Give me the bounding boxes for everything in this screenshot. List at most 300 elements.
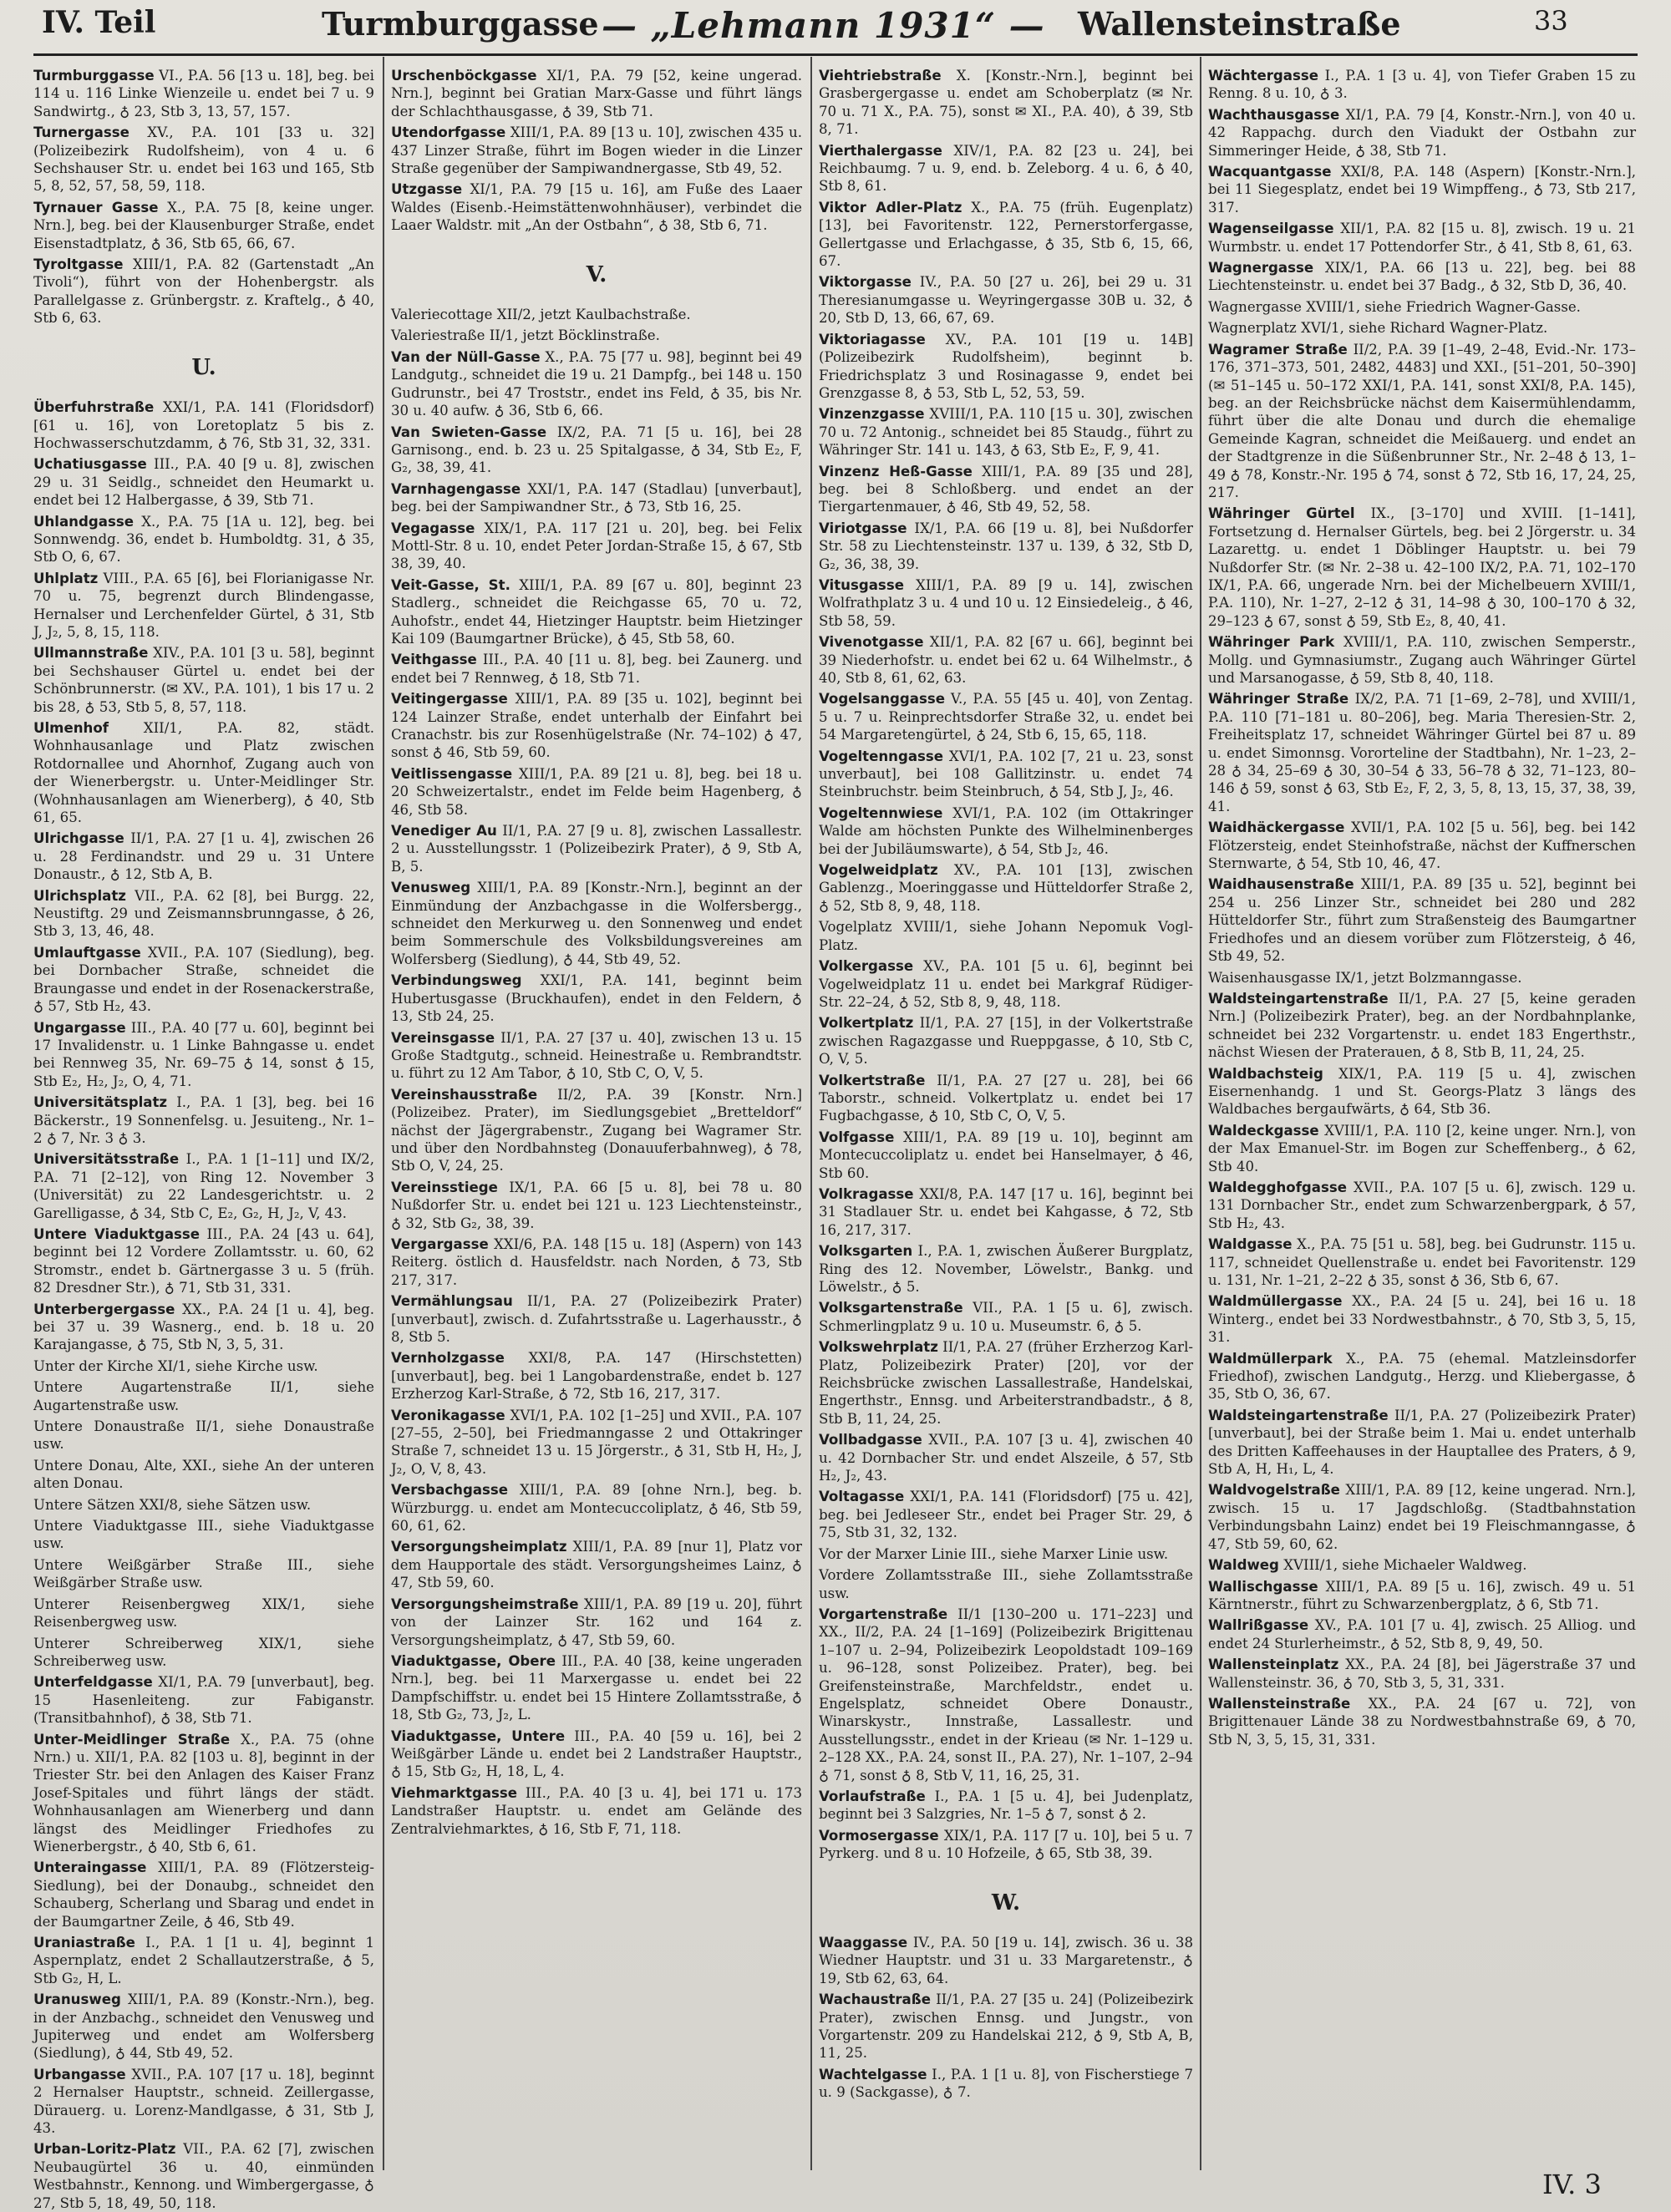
- cross-reference-entry: Valeriestraße II/1, jetzt Böcklinstraße.: [391, 327, 660, 344]
- street-details: XIX/1, P.A. 117 [7 u. 10], bei 5 u. 7 Pyrkerg. und 8 u. 10 Hofzeile, ♁ 65, Stb 38, 39.: [819, 1827, 1193, 1862]
- street-entry: [1208, 1235, 1636, 1289]
- street-details: XIII/1, P.A. 89 [19 u. 10], beginnt am Montecuccoliplatz u. endet bei Hanselmayer, ♁ 46, Stb 60.: [819, 1129, 1193, 1181]
- street-entry: [33, 887, 374, 941]
- street-name: Vorgartenstraße: [819, 1606, 948, 1622]
- street-name: Volfgasse: [819, 1129, 895, 1145]
- street-name: Utendorfgasse: [391, 124, 506, 141]
- street-name: Wallrißgasse: [1208, 1617, 1309, 1634]
- street-entry: [391, 1349, 802, 1403]
- street-entry: [819, 957, 1193, 1011]
- street-entry: [391, 690, 802, 762]
- street-entry: [1208, 1578, 1636, 1614]
- street-name: Urschenböckgasse: [391, 68, 537, 84]
- street-entry: [391, 520, 802, 573]
- street-entry: [819, 1299, 1193, 1335]
- cross-reference-entry: Waisenhausgasse IX/1, jetzt Bolzmanngasse.: [1208, 969, 1522, 986]
- street-details: X., P.A. 75 [77 u. 98], beginnt bei 49 Landgutg., schneidet die 19 u. 21 Dampfg., bei 148 u. 150 Gudrunstr., bei 47 Troststr., endet ins Feld, ♁ 35, bis Nr. 30 u. 40 aufw. ♁ 36, Stb 6, 66.: [391, 348, 802, 419]
- street-name: Uchatiusgasse: [33, 456, 147, 473]
- street-details: II/2, P.A. 39 [1–49, 2–48, Evid.-Nr. 173–176, 371–373, 501, 2482, 4483] und XXI., [51–201, 50–390] (✉ 51–145 u. 50–172 XXI/1, P.A. 141, sonst XXI/8, P.A. 145), beg. an der Reichsbrücke nächst dem Kaisermühlendamm, führt über die alte Donau und durch die ehemalige Gemeinde Kagran, schneidet die Meißauerg. und endet an der Stadtgrenze in die Süßenbrunner Str., Nr. 2–48 ♁ 13, 1–49 ♁ 78, Konstr.-Nr. 195 ♁ 74, sonst ♁ 72, Stb 16, 17, 24, 25, 217.: [1208, 341, 1636, 500]
- street-name: Waldmüllerpark: [1208, 1350, 1333, 1367]
- street-details: VIII., P.A. 65 [6], bei Florianigasse Nr. 70 u. 75, begrenzt durch Blindengasse, Hernalser und Lerchenfelder Gürtel, ♁ 31, Stb J, J₂, 5, 8, 15, 118.: [33, 570, 374, 640]
- street-entry: [819, 690, 1193, 743]
- street-entry: [391, 180, 802, 234]
- street-name: Unterfeldgasse: [33, 1674, 153, 1691]
- street-name: Viktor Adler-Platz: [819, 199, 962, 216]
- cross-reference-entry: Untere Augartenstraße II/1, siehe Augartenstraße usw.: [33, 1379, 374, 1413]
- street-name: Ulrichgasse: [33, 830, 124, 847]
- street-details: XX., P.A. 24 [1 u. 4], beg. bei 37 u. 39 Wasnerg., end. b. 18 u. 20 Karajangasse, ♁ 75, Stb N, 3, 5, 31.: [33, 1301, 374, 1353]
- street-entry: [391, 1086, 802, 1175]
- street-entry: [819, 1488, 1193, 1541]
- street-details: XVII., P.A. 107 [17 u. 18], beginnt 2 Hernalser Hauptstr., schneid. Zeillergasse, Dürauerg. u. Lorenz-Mandlgasse, ♁ 31, Stb J, 43.: [33, 2066, 374, 2137]
- street-details: XIII/1, P.A. 89 [35 und 28], beg. bei 8 Schloßberg. und endet an der Tiergartenmauer, ♁ 46, Stb 49, 52, 58.: [819, 463, 1193, 515]
- street-name: Universitätsstraße: [33, 1151, 180, 1168]
- street-details: XII/1, P.A. 82 [15 u. 8], zwisch. 19 u. 21 Wurmbstr. u. endet 17 Pottendorfer Str., ♁ 41, Stb 8, 61, 63.: [1208, 221, 1636, 255]
- street-name: Viktorgasse: [819, 274, 912, 291]
- street-details: II/1, P.A. 27 (früher Erzherzog Karl-Platz, Polizeibezirk Prater) [20], vor der Reichsbrücke zwischen Lassallestraße, Handelskai, Engerthstr., Ennsg. und Arbeiterstrandbadstr., ♁ 8, Stb B, 11, 24, 25.: [819, 1339, 1193, 1427]
- street-details: IX/2, P.A. 71 [1–69, 2–78], und XVIII/1, P.A. 110 [71–181 u. 80–206], beg. Maria Theresien-Str. 2, Freiheitsplatz 17, schneidet Währinger Gürtel bei 87 u. 89 u. endet Simonnsg. Vororteline der Stadtbahn), Nr. 1–23, 2–28 ♁ 34, 25–69 ♁ 30, 30–54 ♁ 33, 56–78 ♁ 32, 71–123, 80–146 ♁ 59, sonst ♁ 63, Stb E₂, F, 2, 3, 5, 8, 13, 15, 37, 38, 39, 41.: [1208, 691, 1636, 814]
- street-entry: [391, 1652, 802, 1724]
- street-name: Van Swieten-Gasse: [391, 424, 547, 440]
- street-details: VII., P.A. 62 [7], zwischen Neubaugürtel 36 u. 40, einmünden Westbahnstr., Kennong. und Wimbergergasse, ♁ 27, Stb 5, 18, 49, 50, 118.: [33, 2141, 374, 2211]
- street-details: XVI/1, P.A. 102 (im Ottakringer Walde am höchsten Punkte des Wilhelminenberges bei der Jubiläumswarte), ♁ 54, Stb J₂, 46.: [819, 804, 1193, 857]
- street-details: XI/1, P.A. 79 [15 u. 16], am Fuße des Laaer Waldes (Eisenb.-Heimstättenwohnhäuser), verbindet die Laaer Waldstr. mit „An der Ostbahn“, ♁ 38, Stb 6, 71.: [391, 181, 802, 234]
- street-name: Wallensteinplatz: [1208, 1656, 1339, 1673]
- street-name: Wächtergasse: [1208, 68, 1319, 84]
- street-name: Wagnergasse: [1208, 260, 1314, 276]
- street-entry: [1208, 67, 1636, 103]
- page-number: 33: [1534, 5, 1568, 37]
- street-name: Wachtelgasse: [819, 2066, 927, 2083]
- street-entry: [33, 1934, 374, 1987]
- street-name: Vernholzgasse: [391, 1350, 505, 1367]
- street-details: X., P.A. 75 (ehemal. Matzleinsdorfer Friedhof), zwischen Landgutg., Herzg. und Kliebergasse, ♁ 35, Stb O, 36, 67.: [1208, 1350, 1636, 1403]
- street-entry: [819, 142, 1193, 195]
- street-name: Tyrnauer Gasse: [33, 199, 159, 216]
- part-label: IV. Teil: [42, 5, 156, 40]
- street-details: XV., P.A. 101 [5 u. 6], beginnt bei Vogelweidplatz 11 u. endet bei Markgraf Rüdiger-Str. 22–24, ♁ 52, Stb 8, 9, 48, 118.: [819, 958, 1193, 1010]
- street-details: XIII/1, P.A. 89 [21 u. 8], beg. bei 18 u. 20 Schweizertalstr., endet im Felde beim Hagenberg, ♁ 46, Stb 58.: [391, 765, 802, 818]
- street-details: VI., P.A. 56 [13 u. 18], beg. bei 114 u. 116 Linke Wienzeile u. endet bei 7 u. 9 Sandwirtg., ♁ 23, Stb 3, 13, 57, 157.: [33, 68, 374, 119]
- cross-reference-entry: Wagnergasse XVIII/1, siehe Friedrich Wagner-Gasse.: [1208, 298, 1581, 315]
- street-name: Veit-Gasse, St.: [391, 576, 510, 593]
- header-rule: [33, 53, 1638, 56]
- street-name: Volkergasse: [819, 958, 914, 975]
- street-name: Ullmannstraße: [33, 645, 149, 662]
- street-entry: [391, 651, 802, 687]
- street-entry: [33, 124, 374, 195]
- cross-reference-entry: Vogelplatz XVIII/1, siehe Johann Nepomuk Vogl-Platz.: [819, 919, 1193, 953]
- street-entry: [1208, 106, 1636, 160]
- publication-title: — „Lehmann 1931“ —: [602, 5, 1045, 46]
- street-name: Viehtriebstraße: [819, 68, 942, 84]
- street-name: Versbachgasse: [391, 1482, 509, 1499]
- street-entry: [33, 398, 374, 452]
- street-name: Volkertstraße: [819, 1072, 926, 1088]
- street-name: Vergargasse: [391, 1235, 489, 1252]
- street-details: XVIII/1, P.A. 110 [2, keine unger. Nrn.], von der Max Emanuel-Str. im Bogen zur Scheffenberg., ♁ 62, Stb 40.: [1208, 1122, 1636, 1174]
- street-name: Wagramer Straße: [1208, 341, 1348, 358]
- column-2: [391, 67, 802, 2164]
- street-details: XX., P.A. 24 [67 u. 72], von Brigittenauer Lände 38 zu Nordwestbahnstraße 69, ♁ 70, Stb N, 3, 5, 15, 31, 331.: [1208, 1695, 1636, 1748]
- street-name: Umlauftgasse: [33, 944, 141, 961]
- column-divider: [1200, 57, 1201, 2170]
- street-details: XIII/1, P.A. 89 (Konstr.-Nrn.), beg. in der Anzbachg., schneidet den Venusweg und Jupiterweg und endet am Wolfersberg (Siedlung), ♁ 44, Stb 49, 52.: [33, 1991, 374, 2062]
- street-details: I., P.A. 1 [1 u. 8], von Fischerstiege 7 u. 9 (Sackgasse), ♁ 7.: [819, 2066, 1193, 2101]
- street-name: Vereinsgasse: [391, 1029, 495, 1046]
- street-entry: [819, 463, 1193, 516]
- street-name: Varnhagengasse: [391, 480, 521, 497]
- street-entry: [1208, 875, 1636, 965]
- street-entry: [819, 576, 1193, 630]
- street-details: XIX/1, P.A. 117 [21 u. 20], beg. bei Felix Mottl-Str. 8 u. 10, endet Peter Jordan-Straße 15, ♁ 67, Stb 38, 39, 40.: [391, 520, 802, 572]
- column-divider: [383, 57, 384, 2170]
- street-entry: [391, 1727, 802, 1781]
- street-entry: [391, 424, 802, 477]
- street-name: Waldgasse: [1208, 1236, 1293, 1253]
- street-details: XVII., P.A. 107 (Siedlung), beg. bei Dornbacher Straße, schneidet die Braungasse und endet in der Rosenackerstraße, ♁ 57, Stb H₂, 43.: [33, 944, 374, 1015]
- street-details: XVII., P.A. 107 [5 u. 6], zwisch. 129 u. 131 Dornbacher Str., endet zum Schwarzenbergpark, ♁ 57, Stb H₂, 43.: [1208, 1179, 1636, 1231]
- street-entry: [391, 972, 802, 1025]
- street-entry: [33, 513, 374, 566]
- street-entry: [1208, 1179, 1636, 1232]
- street-details: XIII/1, P.A. 89 [35 u. 102], beginnt bei 124 Lainzer Straße, endet unterhalb der Einfahrt bei Cranachstr. bis zur Rosenhügelstraße (Nr. 74–102) ♁ 47, sonst ♁ 46, Stb 59, 60.: [391, 691, 802, 761]
- street-details: XIII/1, P.A. 89 (Flötzersteig-Siedlung), bei der Donaubg., schneidet den Schauberg, Scherlang und Sbarag und endet in der Baumgartner Zeile, ♁ 46, Stb 49.: [33, 1859, 374, 1930]
- street-name: Vinzenz Heß-Gasse: [819, 463, 973, 479]
- street-name: Wagenseilgasse: [1208, 221, 1334, 237]
- street-entry: [819, 861, 1193, 915]
- first-street-heading: Turmburggasse: [322, 5, 599, 43]
- street-name: Vermählungsau: [391, 1293, 513, 1310]
- street-name: Viriotgasse: [819, 520, 907, 536]
- street-details: XIII/1, P.A. 82 (Gartenstadt „An Tivoli“), führt von der Hohenbergstr. als Parallelgasse z. Grünbergstr. z. Kraftelg., ♁ 40, Stb 6, 63.: [33, 256, 374, 327]
- street-name: Ungargasse: [33, 1019, 126, 1036]
- street-details: II/1, P.A. 27 [35 u. 24] (Polizeibezirk Prater), zwischen Ennsg. und Jungstr., von Vorgartenstr. 209 zu Handelskai 212, ♁ 9, Stb A, B, 11, 25.: [819, 1991, 1193, 2062]
- street-name: Ulmenhof: [33, 720, 109, 736]
- street-details: IX/2, P.A. 71 [5 u. 16], bei 28 Garnisong., end. b. 23 u. 25 Spitalgasse, ♁ 34, Stb E₂, F, G₂, 38, 39, 41.: [391, 424, 802, 476]
- section-letter: V.: [586, 261, 607, 287]
- street-name: Utzgasse: [391, 181, 463, 198]
- street-entry: [1208, 1350, 1636, 1403]
- street-name: Viaduktgasse, Untere: [391, 1727, 566, 1744]
- street-name: Waaggasse: [819, 1935, 908, 1951]
- street-entry: [33, 1991, 374, 2062]
- street-name: Waldegghofgasse: [1208, 1179, 1348, 1195]
- street-entry: [819, 1827, 1193, 1863]
- street-details: XVI/1, P.A. 102 [1–25] und XVII., P.A. 107 [27–55, 2–50], bei Friedmanngasse 2 und Ottakringer Straße 7, schneidet 13 u. 15 Jörgerstr., ♁ 31, Stb H, H₂, J, J₂, O, V, 8, 43.: [391, 1407, 802, 1477]
- street-details: I., P.A. 1 [1–11] und IX/2, P.A. 71 [2–12], von Ring 12. November 3 (Universität) zu 22 Landesgerichtstr. u. 2 Garelligasse, ♁ 34, Stb C, E₂, G₂, H, J₂, V, 43.: [33, 1151, 374, 1221]
- street-entry: [1208, 1407, 1636, 1479]
- street-name: Vierthalergasse: [819, 142, 942, 159]
- column-4: [1208, 67, 1636, 2164]
- street-entry: [391, 1407, 802, 1479]
- street-details: II/1, P.A. 27 [37 u. 40], zwischen 13 u. 15 Große Stadtgutg., schneid. Heinestraße u. Rembrandtstr. u. führt zu 12 Am Tabor, ♁ 10, Stb C, O, V, 5.: [391, 1029, 802, 1082]
- street-name: Verbindungsweg: [391, 972, 522, 989]
- street-details: II/1, P.A. 27 [9 u. 8], zwischen Lassallestr. 2 u. Ausstellungsstr. 1 (Polizeibezirk Prater), ♁ 9, Stb A, B, 5.: [391, 823, 802, 875]
- street-entry: [1208, 1065, 1636, 1119]
- street-entry: [391, 348, 802, 420]
- street-name: Uhlandgasse: [33, 513, 134, 530]
- street-name: Volkragasse: [819, 1185, 914, 1202]
- street-entry: [819, 273, 1193, 327]
- street-name: Volksgartenstraße: [819, 1300, 963, 1317]
- street-details: X., P.A. 75 [51 u. 58], beg. bei Gudrunstr. 115 u. 117, schneidet Quellenstraße u. endet bei Favoritenstr. 129 u. 131, Nr. 1–21, 2–22 ♁ 35, sonst ♁ 36, Stb 6, 67.: [1208, 1236, 1636, 1288]
- street-details: XV., P.A. 101 [33 u. 32] (Polizeibezirk Rudolfsheim), von 4 u. 6 Sechshauser Str. u. endet bei 163 und 165, Stb 5, 8, 52, 57, 58, 59, 118.: [33, 124, 374, 195]
- street-name: Wallensteinstraße: [1208, 1695, 1351, 1712]
- street-entry: [33, 256, 374, 327]
- street-entry: [819, 2066, 1193, 2102]
- street-details: XV., P.A. 101 [7 u. 4], zwisch. 25 Alliog. und endet 24 Sturlerheimstr., ♁ 52, Stb 8, 9, 49, 50.: [1208, 1617, 1636, 1651]
- street-details: XXI/1, P.A. 147 (Stadlau) [unverbaut], beg. bei der Sampiwandner Str., ♁ 73, Stb 16, 25.: [391, 480, 802, 515]
- cross-reference-entry: Unter der Kirche XI/1, siehe Kirche usw.: [33, 1357, 318, 1374]
- street-entry: [391, 879, 802, 968]
- street-details: III., P.A. 24 [43 u. 64], beginnt bei 12 Vordere Zollamtsstr. u. 60, 62 Stromstr., endet b. Gärtnergasse 3 u. 5 (früh. 82 Dresdner Str.), ♁ 71, Stb 31, 331.: [33, 1225, 374, 1296]
- street-details: X., P.A. 75 [1A u. 12], beg. bei Sonnwendg. 36, endet b. Humboldtg. 31, ♁ 35, Stb O, 6, 67.: [33, 513, 374, 566]
- street-name: Uranusweg: [33, 1991, 121, 2008]
- street-details: XXI/1, P.A. 141 (Floridsdorf) [61 u. 16], von Loretoplatz 5 bis z. Hochwasserschutzdamm, ♁ 76, Stb 31, 32, 331.: [33, 399, 374, 451]
- street-name: Vitusgasse: [819, 576, 904, 593]
- street-details: XI/1, P.A. 79 [52, keine ungerad. Nrn.], beginnt bei Gratian Marx-Gasse und führt längs der Schlachthausgasse, ♁ 39, Stb 71.: [391, 68, 802, 119]
- street-entry: [33, 1731, 374, 1856]
- street-entry: [391, 1029, 802, 1083]
- street-entry: [33, 644, 374, 716]
- street-details: XII/1, P.A. 82, städt. Wohnhausanlage und Platz zwischen Rotdornallee und Ahornhof, Zugang auch von der Wienerbergstr. u. Unter-Meidlinger Str. (Wohnhausanlagen am Wienerberg), ♁ 40, Stb 61, 65.: [33, 720, 374, 826]
- street-details: II/2, P.A. 39 [Konstr. Nrn.] (Polizeibez. Prater), im Siedlungsgebiet „Bretteldorf“ nächst der Jägergrabenstr., Zugang bei Wagramer Str. und über den Nordbahnsteg (Donauuferbahnweg), ♁ 78, Stb O, V, 24, 25.: [391, 1086, 802, 1174]
- street-details: X. [Konstr.-Nrn.], beginnt bei Grasbergergasse u. endet am Schoberplatz (✉ Nr. 70 u. 71 X., P.A. 75), sonst ✉ XI., P.A. 40), ♁ 39, Stb 8, 71.: [819, 68, 1193, 138]
- street-entry: [1208, 220, 1636, 256]
- street-entry: [819, 633, 1193, 687]
- street-entry: [819, 1606, 1193, 1784]
- street-name: Vogeltennwiese: [819, 804, 943, 821]
- street-entry: [819, 1014, 1193, 1068]
- street-entry: [819, 1788, 1193, 1824]
- street-name: Ulrichsplatz: [33, 887, 126, 904]
- street-entry: [391, 1538, 802, 1591]
- street-details: IV., P.A. 50 [19 u. 14], zwisch. 36 u. 38 Wiedner Hauptstr. und 31 u. 33 Margaretenstr., ♁ 19, Stb 62, 63, 64.: [819, 1935, 1193, 1986]
- street-details: XIII/1, P.A. 89 [12, keine ungerad. Nrn.], zwisch. 15 u. 17 Jagdschloßg. (Stadtbahnstation Verbindungsbahn Lainz) endet bei 19 Fleischmanngasse, ♁ 47, Stb 59, 60, 62.: [1208, 1482, 1636, 1552]
- street-entry: [33, 1301, 374, 1354]
- street-name: Venusweg: [391, 880, 471, 896]
- street-details: X., P.A. 75 [8, keine unger. Nrn.], beg. bei der Klausenburger Straße, endet Eisenstadtplatz, ♁ 36, Stb 65, 66, 67.: [33, 199, 375, 251]
- street-details: IX/1, P.A. 66 [5 u. 8], bei 78 u. 80 Nußdorfer Str. u. endet bei 121 u. 123 Liechtensteinstr., ♁ 32, Stb G₂, 38, 39.: [391, 1179, 802, 1231]
- street-name: Volksgarten: [819, 1243, 913, 1260]
- street-details: II/1, P.A. 27 [15], in der Volkertstraße zwischen Ragazgasse und Rueppgasse, ♁ 10, Stb C, O, V, 5.: [819, 1015, 1193, 1068]
- street-details: XIII/1, P.A. 89 [67 u. 80], beginnt 23 Stadlerg., schneidet die Reichgasse 65, 70 u. 72, Auhofstr., endet 44, Hietzinger Hauptstr. beim Hietzinger Kai 109 (Baumgartner Brücke), ♁ 45, Stb 58, 60.: [391, 576, 802, 647]
- street-entry: [1208, 1481, 1636, 1553]
- street-entry: [1208, 163, 1636, 216]
- street-name: Viaduktgasse, Obere: [391, 1652, 556, 1669]
- street-name: Wachthausgasse: [1208, 106, 1340, 123]
- street-entry: [819, 748, 1193, 801]
- street-name: Vivenotgasse: [819, 634, 924, 651]
- street-details: XIII/1, P.A. 89 [Konstr.-Nrn.], beginnt an der Einmündung der Anzbachgasse in die Wolfersbergg., schneidet den Merkurweg u. den Sonnenweg und endet beim Sommerschule des Volksbildungsvereines am Wolfersberg (Siedlung), ♁ 44, Stb 49, 52.: [391, 880, 802, 967]
- cross-reference-entry: Untere Donaustraße II/1, siehe Donaustraße usw.: [33, 1418, 374, 1453]
- street-entry: [391, 67, 802, 120]
- cross-reference-entry: Unterer Schreiberweg XIX/1, siehe Schreiberweg usw.: [33, 1635, 374, 1669]
- street-name: Vegagasse: [391, 520, 475, 536]
- street-details: XV., P.A. 101 [19 u. 14B] (Polizeibezirk Rudolfsheim), beginnt b. Friedrichsplatz 3 und Rosinagasse 9, endet bei Grenzgasse 8, ♁ 53, Stb L, 52, 53, 59.: [819, 331, 1193, 401]
- street-name: Unteraingasse: [33, 1859, 147, 1876]
- street-name: Waldweg: [1208, 1557, 1279, 1574]
- street-details: XVIII/1, P.A. 110, zwischen Semperstr., Mollg. und Gymnasiumstr., Zugang auch Währinger Gürtel und Marsanogasse, ♁ 59, Stb 8, 40, 118.: [1208, 634, 1636, 686]
- street-entry: [819, 1072, 1193, 1125]
- street-details: XIX/1, P.A. 119 [5 u. 4], zwischen Eisernenhandg. 1 und St. Georgs-Platz 3 längs des Waldbaches bergaufwärts, ♁ 64, Stb 36.: [1208, 1065, 1636, 1118]
- street-name: Waldsteingartenstraße: [1208, 1407, 1389, 1423]
- street-name: Veithgasse: [391, 652, 477, 668]
- street-entry: [33, 1859, 374, 1930]
- street-details: XIII/1, P.A. 89 [19 u. 20], führt von der Lainzer Str. 162 und 164 z. Versorgungsheimplatz, ♁ 47, Stb 59, 60.: [391, 1596, 802, 1648]
- street-details: XVII/1, P.A. 102 [5 u. 56], beg. bei 142 Flötzersteig, endet Steinhofstraße, nächst der Kuffnerschen Sternwarte, ♁ 54, Stb 10, 46, 47.: [1208, 819, 1636, 872]
- street-entry: [33, 2066, 374, 2138]
- street-entry: [33, 1673, 374, 1727]
- street-details: XIII/1, P.A. 89 [13 u. 10], zwischen 435 u. 437 Linzer Straße, führt im Bogen wieder in die Linzer Straße gegenüber der Sampiwandnergasse, Stb 49, 52.: [391, 124, 802, 177]
- street-name: Wachaustraße: [819, 1991, 931, 2008]
- street-details: I., P.A. 1 [5 u. 4], bei Judenplatz, beginnt bei 3 Salzgries, Nr. 1–5 ♁ 7, sonst ♁ 2.: [819, 1788, 1193, 1823]
- street-entry: [33, 455, 374, 509]
- street-details: XIV., P.A. 101 [3 u. 58], beginnt bei Sechshauser Gürtel u. endet bei der Schönbrunnerstr. (✉ XV., P.A. 101), 1 bis 17 u. 2 bis 28, ♁ 53, Stb 5, 8, 57, 118.: [33, 645, 374, 715]
- street-name: Untere Viaduktgasse: [33, 1225, 201, 1242]
- street-entry: [33, 1093, 374, 1147]
- street-entry: [391, 1235, 802, 1289]
- street-details: X., P.A. 75 (ohne Nrn.) u. XII/1, P.A. 82 [103 u. 8], beginnt in der Triester Str. bei den Anlagen des Kaiser Franz Josef-Spitales und führt längs der städt. Wohnhausanlagen am Wienerberg und dann längst des Meidlinger Friedhofes zu Wienerbergstr., ♁ 40, Stb 6, 61.: [33, 1731, 374, 1854]
- street-details: XV., P.A. 101 [13], zwischen Gablenzg., Moeringgasse und Hütteldorfer Straße 2, ♁ 52, Stb 8, 9, 48, 118.: [819, 862, 1193, 914]
- street-details: XVII., P.A. 107 [3 u. 4], zwischen 40 u. 42 Dornbacher Str. und endet Alszeile, ♁ 57, Stb H₂, J₂, 43.: [819, 1432, 1193, 1484]
- street-entry: [1208, 341, 1636, 502]
- street-entry: [33, 719, 374, 826]
- street-entry: [33, 199, 374, 252]
- street-name: Uhlplatz: [33, 570, 99, 586]
- street-name: Vogelweidplatz: [819, 862, 938, 879]
- street-entry: [819, 405, 1193, 459]
- street-name: Versorgungsheimstraße: [391, 1596, 579, 1612]
- street-details: III., P.A. 40 [9 u. 8], zwischen 29 u. 31 Seidlg., schneidet den Heumarkt u. endet bei 12 Halbergasse, ♁ 39, Stb 71.: [33, 456, 374, 509]
- street-name: Tyroltgasse: [33, 256, 124, 273]
- street-entry: [391, 480, 802, 516]
- street-details: XX., P.A. 24 [5 u. 24], bei 16 u. 18 Winterg., endet bei 33 Nordwestbahnstr., ♁ 70, Stb 3, 5, 15, 31.: [1208, 1293, 1636, 1346]
- street-details: III., P.A. 40 [3 u. 4], bei 171 u. 173 Landstraßer Hauptstr. u. endet am Gelände des Zentralviehmarktes, ♁ 16, Stb F, 71, 118.: [391, 1784, 802, 1837]
- street-name: Volkswehrplatz: [819, 1339, 938, 1356]
- street-name: Währinger Straße: [1208, 691, 1349, 708]
- street-details: XIII/1, P.A. 89 [35 u. 52], beginnt bei 254 u. 256 Linzer Str., schneidet bei 280 und 282 Hütteldorfer Str., führt zum Straßensteig des Baumgartner Friedhofes und an diesem vorüber zum Flötzersteig, ♁ 46, Stb 49, 52.: [1208, 876, 1636, 965]
- street-name: Universitätsplatz: [33, 1094, 168, 1111]
- cross-reference-entry: Unterer Reisenbergweg XIX/1, siehe Reisenbergweg usw.: [33, 1596, 374, 1631]
- street-entry: [819, 1431, 1193, 1484]
- street-details: III., P.A. 40 [77 u. 60], beginnt bei 17 Invalidenstr. u. 1 Linke Bahngasse u. endet bei Rennweg 35, Nr. 69–75 ♁ 14, sonst ♁ 15, Stb E₂, H₂, J₂, O, 4, 71.: [33, 1019, 374, 1089]
- street-entry: [1208, 1616, 1636, 1652]
- street-name: Währinger Gürtel: [1208, 505, 1355, 522]
- street-entry: [1208, 1122, 1636, 1175]
- column-divider: [810, 57, 812, 2170]
- street-entry: [1208, 1695, 1636, 1748]
- street-name: Waidhausenstraße: [1208, 876, 1354, 893]
- street-name: Veronikagasse: [391, 1407, 505, 1423]
- street-entry: [819, 331, 1193, 403]
- street-entry: [391, 822, 802, 875]
- street-details: II/1, P.A. 27 (Polizeibezirk Prater) [unverbaut], zwisch. d. Zufahrtsstraße u. Lagerhausstr., ♁ 8, Stb 5.: [391, 1293, 802, 1345]
- cross-reference-entry: Untere Sätzen XXI/8, siehe Sätzen usw.: [33, 1496, 312, 1513]
- street-entry: [1208, 1292, 1636, 1346]
- street-details: XI/1, P.A. 79 [4, Konstr.-Nrn.], von 40 u. 42 Rappachg. durch den Viadukt der Ostbahn zur Simmeringer Heide, ♁ 38, Stb 71.: [1208, 106, 1636, 159]
- section-letter: U.: [191, 354, 216, 380]
- street-entry: [819, 1242, 1193, 1296]
- street-details: II/1, P.A. 27 (Polizeibezirk Prater) [unverbaut], bei der Straße beim 1. Mai u. endet unterhalb des Dritten Kaffeehauses in der Hauptallee des Praters, ♁ 9, Stb A, H, H₁, L, 4.: [1208, 1407, 1636, 1478]
- street-entry: [819, 1338, 1193, 1428]
- street-name: Waldbachsteig: [1208, 1065, 1323, 1082]
- street-name: Währinger Park: [1208, 634, 1335, 651]
- street-entry: [391, 576, 802, 648]
- street-details: IX., [3–170] und XVIII. [1–141], Fortsetzung d. Hernalser Gürtels, beg. bei 2 Jörgerstr. u. 34 Lazarettg. u. endet 1 Döblinger Hauptstr. u. bei 79 Nußdorfer Str. (✉ Nr. 2–38 u. 42–100 IX/2, P.A. 71, 102–170 IX/1, P.A. 66, ungerade Nrn. bei der Michelbeuern XVIII/1, P.A. 110), Nr. 1–27, 2–12 ♁ 31, 14–98 ♁ 30, 100–170 ♁ 32, 29–123 ♁ 67, sonst ♁ 59, Stb E₂, 8, 40, 41.: [1208, 505, 1636, 629]
- street-details: XVIII/1, P.A. 110 [15 u. 30], zwischen 70 u. 72 Antonig., schneidet bei 85 Staudg., führt zu Währinger Str. 141 u. 143, ♁ 63, Stb E₂, F, 9, 41.: [819, 406, 1193, 459]
- street-details: XIV/1, P.A. 82 [23 u. 24], bei Reichbaumg. 7 u. 9, end. b. Zeleborg. 4 u. 6, ♁ 40, Stb 8, 61.: [819, 142, 1193, 195]
- street-entry: [819, 1129, 1193, 1182]
- street-name: Unterbergergasse: [33, 1301, 175, 1317]
- street-details: XVI/1, P.A. 102 [7, 21 u. 23, sonst unverbaut], bei 108 Gallitzinstr. u. endet 74 Steinbruchstr. beim Steinbruch, ♁ 54, Stb J, J₂, 46.: [819, 748, 1193, 800]
- street-entry: [391, 1596, 802, 1649]
- street-name: Uraniastraße: [33, 1935, 135, 1951]
- street-entry: [1208, 633, 1636, 687]
- cross-reference-entry: Valeriecottage XII/2, jetzt Kaulbachstraße.: [391, 307, 691, 323]
- street-details: VII., P.A. 62 [8], bei Burgg. 22, Neustiftg. 29 und Zeismannsbrunngasse, ♁ 26, Stb 3, 13, 46, 48.: [33, 887, 374, 940]
- street-entry: [33, 944, 374, 1016]
- street-details: XIII/1, P.A. 89 [nur 1], Platz vor dem Haupportale des städt. Versorgungsheimes Lainz, ♁ 47, Stb 59, 60.: [391, 1539, 802, 1591]
- street-entry: [1208, 690, 1636, 815]
- street-entry: [1208, 990, 1636, 1062]
- column-1: [33, 67, 375, 2211]
- street-name: Überfuhrstraße: [33, 399, 155, 416]
- street-details: I., P.A. 1, zwischen Äußerer Burgplatz, Ring des 12. November, Löwelstr., Bankg. und Löwelstr., ♁ 5.: [819, 1243, 1193, 1295]
- street-details: II/1, P.A. 27 [27 u. 28], bei 66 Taborstr., schneid. Volkertplatz u. endet bei 17 Fugbachgasse, ♁ 10, Stb C, O, V, 5.: [819, 1072, 1193, 1124]
- last-street-heading: Wallensteinstraße: [1078, 5, 1401, 43]
- street-details: I., P.A. 1 [3 u. 4], von Tiefer Graben 15 zu Renng. 8 u. 10, ♁ 3.: [1208, 68, 1636, 102]
- street-name: Turnergasse: [33, 124, 130, 141]
- street-name: Viehmarktgasse: [391, 1784, 518, 1801]
- street-name: Waldvogelstraße: [1208, 1482, 1340, 1499]
- street-name: Vogelsanggasse: [819, 691, 946, 708]
- street-details: XX., P.A. 24 [8], bei Jägerstraße 37 und Wallensteinstr. 36, ♁ 70, Stb 3, 5, 31, 331.: [1208, 1656, 1636, 1691]
- street-details: I., P.A. 1 [3], beg. bei 16 Bäckerstr., 19 Sonnenfelsg. u. Jesuiteng., Nr. 1–2 ♁ 7, Nr. 3 ♁ 3.: [33, 1094, 374, 1146]
- street-details: VII., P.A. 1 [5 u. 6], zwisch. Schmerlingplatz 9 u. 10 u. Museumstr. 6, ♁ 5.: [819, 1300, 1193, 1334]
- street-details: V., P.A. 55 [45 u. 40], von Zentag. 5 u. 7 u. Reinprechtsdorfer Straße 32, u. endet bei 54 Margaretengürtel, ♁ 24, Stb 6, 15, 65, 118.: [819, 691, 1193, 743]
- street-name: Van der Nüll-Gasse: [391, 348, 541, 365]
- street-name: Vormosergasse: [819, 1827, 939, 1844]
- street-name: Wacquantgasse: [1208, 164, 1332, 180]
- street-entry: [1208, 1656, 1636, 1692]
- street-entry: [33, 67, 374, 120]
- column-3: [819, 67, 1193, 2164]
- street-details: XXI/1, P.A. 141, beginnt beim Hubertusgasse (Bruckhaufen), endet in den Feldern, ♁ 13, Stb 24, 25.: [391, 972, 802, 1025]
- street-entry: [33, 2140, 374, 2212]
- street-name: Veitingergasse: [391, 691, 508, 708]
- street-entry: [819, 199, 1193, 271]
- street-name: Vereinsstiege: [391, 1179, 498, 1195]
- street-name: Turmburggasse: [33, 68, 155, 84]
- street-name: Waldsteingartenstraße: [1208, 990, 1389, 1007]
- street-name: Volkertplatz: [819, 1015, 914, 1032]
- street-details: IV., P.A. 50 [27 u. 26], bei 29 u. 31 Theresianumgasse u. Weyringergasse 30B u. 32, ♁ 20, Stb D, 13, 66, 67, 69.: [819, 274, 1193, 327]
- street-name: Voltagasse: [819, 1489, 905, 1505]
- street-name: Vollbadgasse: [819, 1432, 922, 1448]
- cross-reference-entry: Vor der Marxer Linie III., siehe Marxer Linie usw.: [819, 1545, 1169, 1562]
- street-entry: [819, 1991, 1193, 2062]
- street-entry: [391, 1292, 802, 1346]
- street-details: III., P.A. 40 [11 u. 8], beg. bei Zaunerg. und endet bei 7 Rennweg, ♁ 18, Stb 71.: [391, 652, 802, 686]
- street-name: Vogeltenngasse: [819, 748, 944, 764]
- street-details: XXI/6, P.A. 148 [15 u. 18] (Aspern) von 143 Reiterg. östlich d. Hausfeldstr. nach Norden, ♁ 73, Stb 217, 317.: [391, 1235, 802, 1288]
- street-name: Vinzenzgasse: [819, 406, 925, 423]
- cross-reference-entry: Untere Donau, Alte, XXI., siehe An der unteren alten Donau.: [33, 1457, 374, 1492]
- street-name: Venediger Au: [391, 823, 497, 840]
- street-details: XI/1, P.A. 79 [unverbaut], beg. 15 Hasenleiteng. zur Fabiganstr. (Transitbahnhof), ♁ 38, Stb 71.: [33, 1674, 374, 1727]
